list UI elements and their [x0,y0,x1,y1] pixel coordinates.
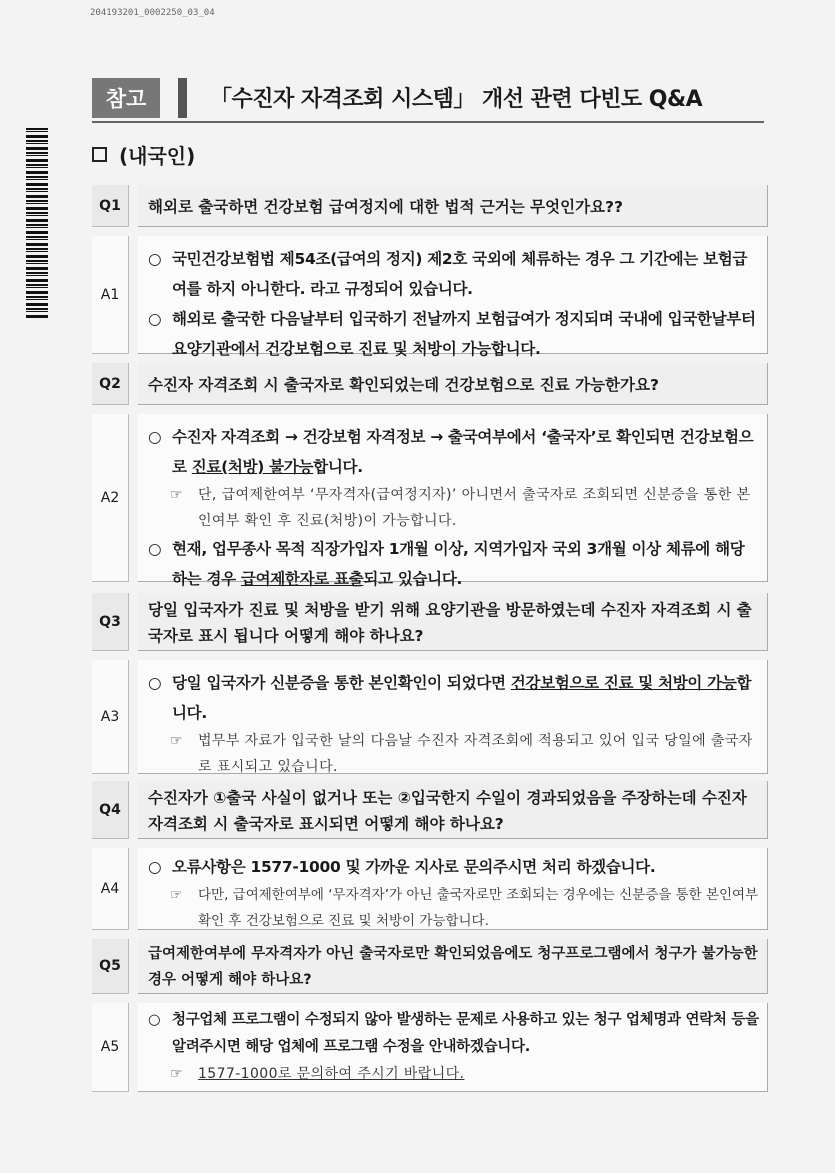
a1-bullet-1-text: 국민건강보험법 제54조(급여의 정지) 제2호 국외에 체류하는 경우 그 기간에는 보험급여를 하지 아니한다. 라고 규정되어 있습니다. [172,250,748,298]
q1-text: 해외로 출국하면 건강보험 급여정지에 대한 법적 근거는 무엇인가요?? [148,197,624,216]
barcode-icon [26,128,48,320]
circle-bullet-icon: ○ [148,428,162,446]
a5-label: A5 [92,1003,129,1092]
q2-text: 수진자 자격조회 시 출국자로 확인되었는데 건강보험으로 진료 가능한가요? [148,375,659,394]
a5-bullet-1 [148,1007,759,1061]
a4-bullet-1-text: 오류사항은 1577-1000 및 가까운 지사로 문의주시면 처리 하겠습니다. [172,858,656,876]
q2-question [138,363,768,405]
a3-note [148,728,759,780]
circle-bullet-icon: ○ [148,858,162,876]
pointing-hand-icon: ☞ [170,733,183,749]
q3-text: 당일 입국자가 진료 및 처방을 받기 위해 요양기관을 방문하였는데 수진자 자격조회 시 출국자로 표시 됩니다 어떻게 해야 하나요? [148,600,752,645]
page-title: 「수진자 자격조회 시스템」 개선 관련 다빈도 Q&A [210,87,703,112]
a1-bullet-1 [148,244,759,304]
a3-bullet-1-end: 합니다. [172,674,752,722]
q4-label: Q4 [92,781,129,839]
section-label: (내국인) [119,144,196,168]
a1-label: A1 [92,236,129,354]
circle-bullet-icon: ○ [148,310,162,328]
title-underline [92,121,764,123]
a4-bullet-1 [148,852,759,882]
a2-bullet-1-end: 합니다. [313,458,363,476]
q4-question [138,781,768,839]
a2-bullet-2-text: 현재, 업무종사 목적 직장가입자 1개월 이상, 지역가입자 국외 3개월 이상 체류에 해당하는 경우 [172,540,745,588]
a3-label: A3 [92,660,129,774]
a1-bullet-2 [148,304,759,364]
a4-note [148,882,759,934]
a1-bullet-2-text: 해외로 출국한 다음날부터 입국하기 전날까지 보험급여가 정지되며 국내에 입국한날부터 요양기관에서 건강보험으로 진료 및 처방이 가능합니다. [172,310,756,358]
a3-note-text: 법무부 자료가 입국한 날의 다음날 수진자 자격조회에 적용되고 있어 입국 당일에 출국자로 표시되고 있습니다. [198,733,753,775]
a2-note-text: 단, 급여제한여부 ‘무자격자(급여정지자)’ 아니면서 출국자로 조회되면 신분증을 통한 본인여부 확인 후 진료(처방)이 가능합니다. [198,487,751,529]
document-id: 204193201_0002250_03_04 [90,8,215,18]
a2-answer [138,414,768,588]
a3-answer [138,660,768,774]
a2-bullet-1 [148,422,759,482]
circle-bullet-icon: ○ [148,674,162,692]
q1-label: Q1 [92,185,129,227]
a4-label: A4 [92,848,129,930]
a3-bullet-1 [148,668,759,728]
a1-answer [138,236,768,358]
a5-note-text: 1577-1000로 문의하여 주시기 바랍니다. [198,1066,465,1082]
circle-bullet-icon: ○ [148,250,162,268]
a5-note [148,1061,759,1087]
a2-label: A2 [92,414,129,582]
circle-bullet-icon: ○ [148,540,162,558]
a4-note-text: 다만, 급여제한여부에 ‘무자격자’가 아닌 출국자로만 조회되는 경우에는 신분증을 통한 본인여부 확인 후 건강보험으로 진료 및 처방이 가능합니다. [198,887,759,929]
a3-bullet-1-underline: 건강보험으로 진료 및 처방이 가능 [510,674,737,692]
a2-bullet-2-underline: 급여제한자로 표출 [240,570,364,588]
a5-bullet-1-text: 청구업체 프로그램이 수정되지 않아 발생하는 문제로 사용하고 있는 청구 업체명과 연락처 등을 알려주시면 해당 업체에 프로그램 수정을 안내하겠습니다. [172,1012,759,1055]
pointing-hand-icon: ☞ [170,887,183,903]
q5-label: Q5 [92,939,129,994]
a2-bullet-1-text: 수진자 자격조회 → 건강보험 자격정보 → 출국여부에서 ‘출국자’로 확인되면 건강보험으로 [172,428,754,476]
pointing-hand-icon: ☞ [170,487,183,503]
a2-note [148,482,759,534]
a2-bullet-2 [148,534,759,594]
a5-answer [138,1003,768,1092]
q3-question [138,593,768,651]
q5-question [138,939,768,994]
reference-tag: 참고 [92,78,160,118]
q1-question [138,185,768,227]
a2-bullet-1-underline: 진료(처방) 불가능 [191,458,314,476]
circle-bullet-icon: ○ [148,1012,161,1028]
q3-label: Q3 [92,593,129,651]
a4-answer [138,848,768,930]
q2-label: Q2 [92,363,129,405]
q4-text: 수진자가 ①출국 사실이 없거나 또는 ②입국한지 수일이 경과되었음을 주장하는데 수진자 자격조회 시 출국자로 표시되면 어떻게 해야 하나요? [148,788,747,833]
a2-bullet-2-end: 되고 있습니다. [363,570,463,588]
checkbox-icon [92,147,107,162]
q5-text: 급여제한여부에 무자격자가 아닌 출국자로만 확인되었음에도 청구프로그램에서 청구가 불가능한 경우 어떻게 해야 하나요? [148,946,758,988]
a3-bullet-1-text: 당일 입국자가 신분증을 통한 본인확인이 되었다면 [172,674,511,692]
section-heading [92,140,195,169]
pointing-hand-icon: ☞ [170,1066,183,1082]
title-divider [178,78,187,118]
